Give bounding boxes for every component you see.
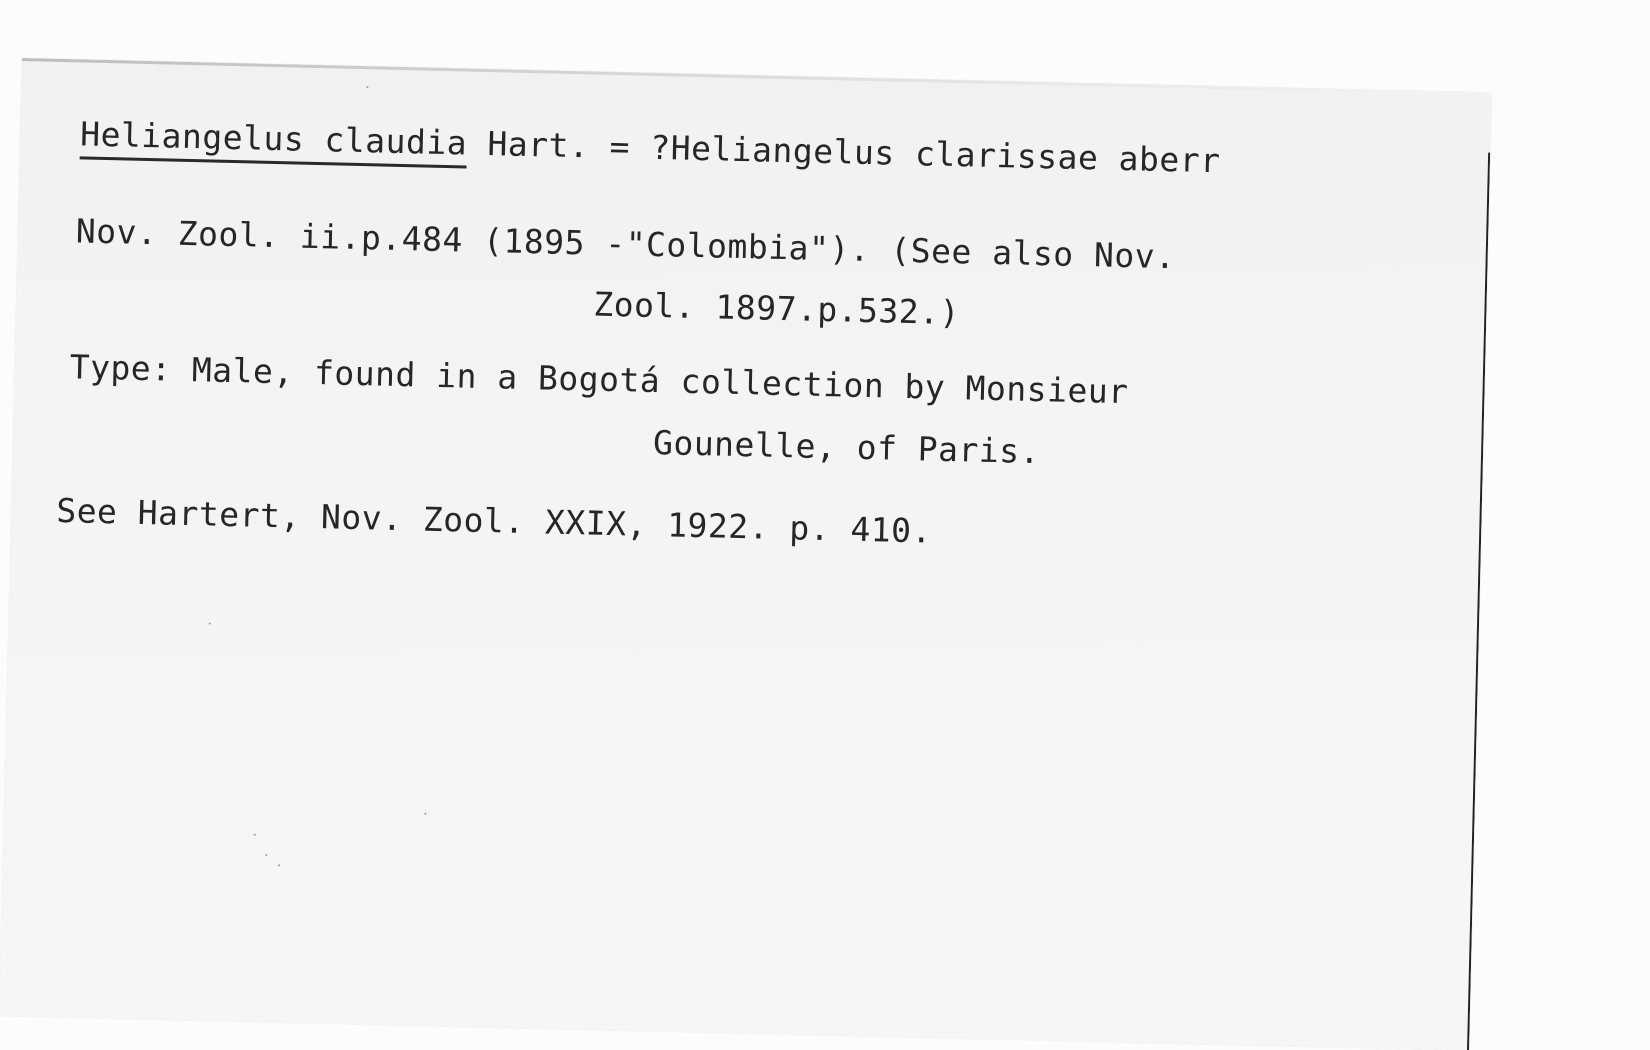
index-card xyxy=(0,58,1492,1050)
see-also-line: See Hartert, Nov. Zool. XXIX, 1922. p. 410. xyxy=(55,490,933,551)
reference-line-continued: Zool. 1897.p.532.) xyxy=(592,284,961,333)
card-top-edge xyxy=(22,58,1492,96)
reference-line: Nov. Zool. ii.p.484 (1895 -"Colombia"). (See also Nov. xyxy=(75,211,1176,277)
type-line-continued: Gounelle, of Paris. xyxy=(652,422,1041,472)
synonym-text: Hart. = ?Heliangelus clarissae aberr xyxy=(466,123,1221,181)
card-right-edge xyxy=(1467,153,1490,1050)
species-name: Heliangelus claudia xyxy=(80,114,468,168)
type-line: Type: Male, found in a Bogotá collection by Monsieur xyxy=(69,347,1130,412)
